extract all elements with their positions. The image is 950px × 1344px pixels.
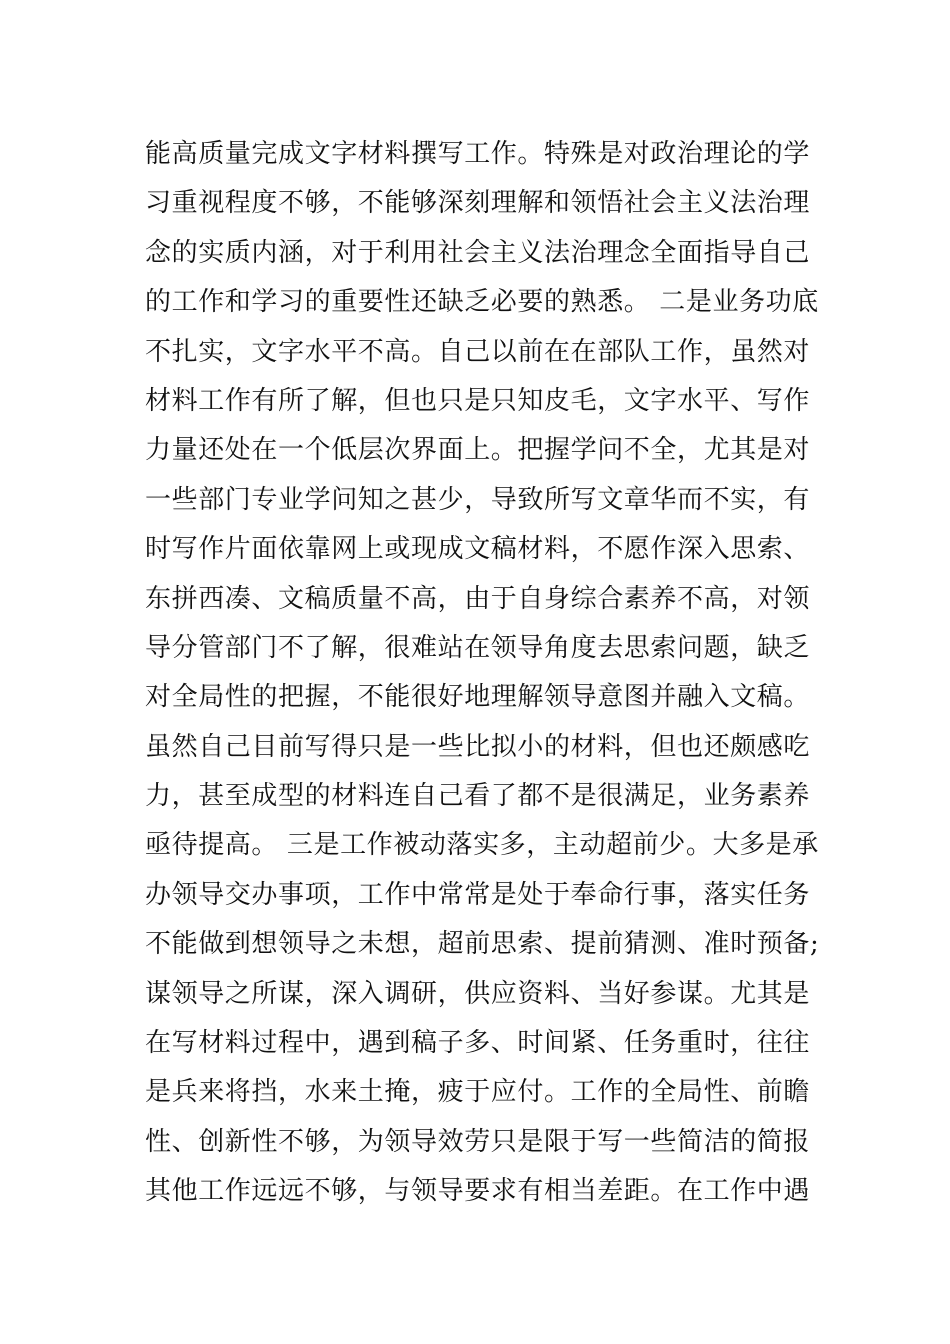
text-line: 亟待提高。 三是工作被动落实多，主动超前少。大多是承 xyxy=(145,830,819,861)
text-line: 习重视程度不够，不能够深刻理解和领悟社会主义法治理 xyxy=(145,188,811,219)
body-text xyxy=(145,130,820,1217)
text-line: 虽然自己目前写得只是一些比拟小的材料，但也还颇感吃 xyxy=(145,731,811,762)
text-line: 的工作和学习的重要性还缺乏必要的熟悉。 二是业务功底 xyxy=(145,287,819,318)
text-line: 念的实质内涵，对于利用社会主义法治理念全面指导自己 xyxy=(145,237,811,268)
text-line: 东拼西凑、文稿质量不高，由于自身综合素养不高，对领 xyxy=(145,583,811,614)
text-line: 力量还处在一个低层次界面上。把握学问不全，尤其是对 xyxy=(145,435,811,466)
text-line: 在写材料过程中，遇到稿子多、时间紧、任务重时，往往 xyxy=(145,1028,811,1059)
text-line: 导分管部门不了解，很难站在领导角度去思索问题，缺乏 xyxy=(145,632,811,663)
text-line: 其他工作远远不够，与领导要求有相当差距。在工作中遇 xyxy=(145,1176,811,1207)
text-line: 材料工作有所了解，但也只是只知皮毛，文字水平、写作 xyxy=(145,385,811,416)
text-line: 是兵来将挡，水来土掩，疲于应付。工作的全局性、前瞻 xyxy=(145,1077,811,1108)
text-line: 时写作片面依靠网上或现成文稿材料，不愿作深入思索、 xyxy=(145,534,811,565)
text-line: 能高质量完成文字材料撰写工作。特殊是对政治理论的学 xyxy=(145,139,811,169)
text-line: 性、创新性不够，为领导效劳只是限于写一些简洁的简报 xyxy=(145,1126,811,1157)
text-line: 不能做到想领导之未想，超前思索、提前猜测、准时预备; xyxy=(145,929,820,960)
text-line: 对全局性的把握，不能很好地理解领导意图并融入文稿。 xyxy=(145,682,811,713)
text-line: 力，甚至成型的材料连自己看了都不是很满足，业务素养 xyxy=(145,781,811,812)
text-line: 不扎实，文字水平不高。自己以前在在部队工作，虽然对 xyxy=(145,336,811,367)
text-line: 一些部门专业学问知之甚少，导致所写文章华而不实，有 xyxy=(145,484,811,515)
text-line: 办领导交办事项，工作中常常是处于奉命行事，落实任务 xyxy=(145,879,811,910)
text-line: 谋领导之所谋，深入调研，供应资料、当好参谋。尤其是 xyxy=(145,978,811,1009)
